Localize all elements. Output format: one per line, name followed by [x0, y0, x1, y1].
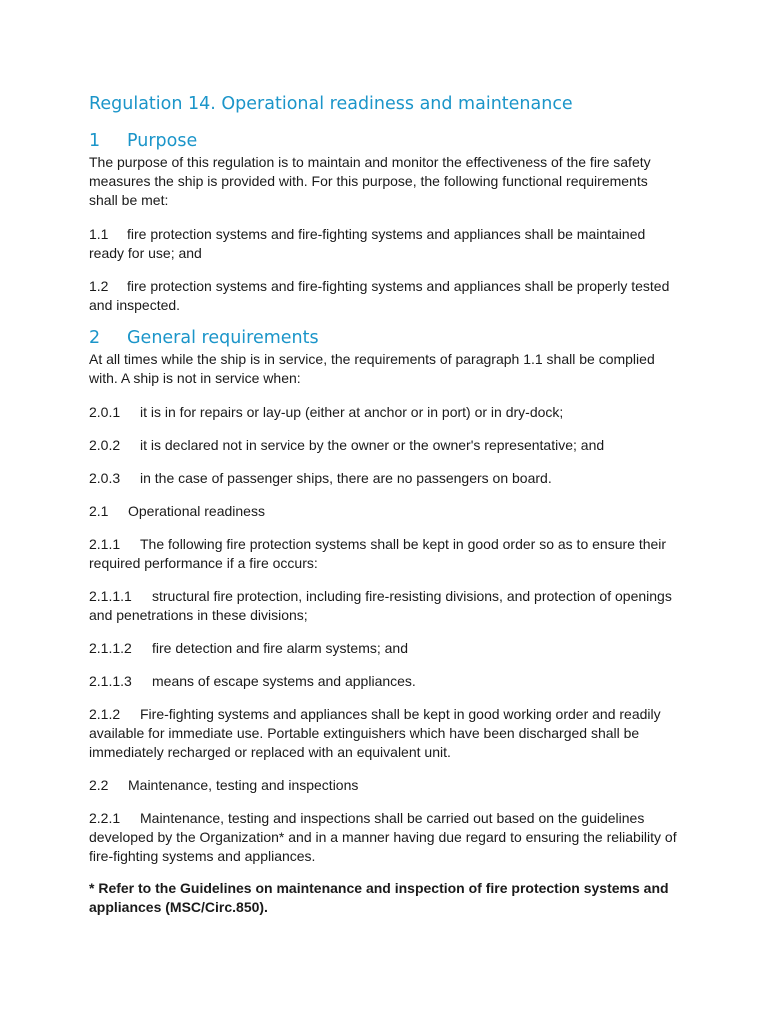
- paragraph-2-2-1: [89, 809, 679, 866]
- paragraph-2-0-2: [89, 436, 679, 455]
- paragraph-2-1-1: [89, 535, 679, 573]
- paragraph-text: Maintenance, testing and inspections shall be carried out based on the guidelines developed by the Organization* and in a manner having due regard to ensuring the reliability of fire-fighting systems and appliances.: [89, 810, 677, 864]
- paragraph-text: Fire-fighting systems and appliances shall be kept in good working order and readily available for immediate use. Portable extinguishers which have been discharged shall be immediately recharged or replaced with an equivalent unit.: [89, 706, 661, 760]
- section-number: 2: [89, 328, 101, 348]
- paragraph-general-intro: At all times while the ship is in service, the requirements of paragraph 1.1 shall be complied with. A ship is not in service when:: [89, 351, 655, 386]
- paragraph-number: 1.1: [89, 226, 109, 242]
- section-number: 1: [89, 131, 101, 151]
- paragraph-text: structural fire protection, including fire-resisting divisions, and protection of openings and penetrations in these divisions;: [89, 588, 672, 623]
- paragraph-1-2: [89, 277, 679, 315]
- section-title: General requirements: [127, 328, 319, 348]
- paragraph-number: 2.1.1.3: [89, 673, 132, 689]
- paragraph-2-0-3: [89, 469, 679, 488]
- paragraph-text: The following fire protection systems shall be kept in good order so as to ensure their required performance if a fire occurs:: [89, 536, 667, 571]
- document-title: Regulation 14. Operational readiness and maintenance: [89, 94, 573, 114]
- paragraph-number: 2.1.1: [89, 536, 121, 552]
- paragraph-text: means of escape systems and appliances.: [152, 673, 416, 689]
- paragraph-number: 2.2.1: [89, 810, 121, 826]
- footnote: * Refer to the Guidelines on maintenance and inspection of fire protection systems and appliances (MSC/Circ.850).: [89, 880, 669, 915]
- paragraph-number: 2.1: [89, 503, 109, 519]
- subheading-2-2: [89, 776, 679, 795]
- paragraph-text: it is declared not in service by the owner or the owner's representative; and: [140, 437, 605, 453]
- paragraph-text: fire protection systems and fire-fighting systems and appliances shall be maintained ready for use; and: [89, 226, 646, 261]
- paragraph-number: 2.0.3: [89, 470, 121, 486]
- paragraph-purpose-intro: The purpose of this regulation is to maintain and monitor the effectiveness of the fire safety measures the ship is provided with. For this purpose, the following functional requirements shall be met:: [89, 154, 651, 208]
- paragraph-2-1-1-1: [89, 587, 679, 625]
- paragraph-number: 2.2: [89, 777, 109, 793]
- paragraph-1-1: [89, 225, 679, 263]
- paragraph-text: Operational readiness: [128, 503, 265, 519]
- paragraph-2-1-2: [89, 705, 679, 762]
- paragraph-text: it is in for repairs or lay-up (either at anchor or in port) or in dry-dock;: [140, 404, 564, 420]
- paragraph-2-1-1-3: [89, 672, 679, 691]
- paragraph-number: 2.1.1.2: [89, 640, 132, 656]
- paragraph-text: fire detection and fire alarm systems; and: [152, 640, 409, 656]
- paragraph-number: 2.1.2: [89, 706, 121, 722]
- paragraph-text: in the case of passenger ships, there are no passengers on board.: [140, 470, 552, 486]
- paragraph-number: 2.0.1: [89, 404, 121, 420]
- section-heading-general-requirements: [89, 328, 319, 348]
- paragraph-number: 1.2: [89, 278, 109, 294]
- paragraph-text: fire protection systems and fire-fighting systems and appliances shall be properly tested and inspected.: [89, 278, 670, 313]
- paragraph-number: 2.0.2: [89, 437, 121, 453]
- section-heading-purpose: [89, 131, 197, 151]
- paragraph-2-0-1: [89, 403, 679, 422]
- section-title: Purpose: [127, 131, 198, 151]
- paragraph-text: Maintenance, testing and inspections: [128, 777, 359, 793]
- paragraph-number: 2.1.1.1: [89, 588, 132, 604]
- subheading-2-1: [89, 502, 679, 521]
- paragraph-2-1-1-2: [89, 639, 679, 658]
